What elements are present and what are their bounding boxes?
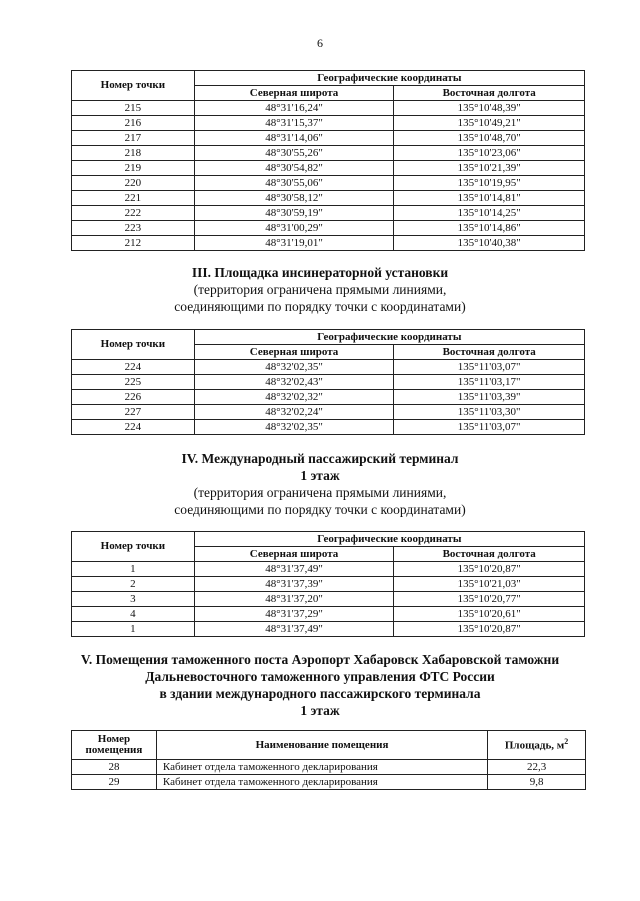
section-3-title: III. Площадка инсинераторной установки xyxy=(191,265,449,280)
section-4-title: IV. Международный пассажирский терминал xyxy=(181,451,459,466)
lon-cell: 135°10'23,06" xyxy=(394,146,585,161)
table-row xyxy=(72,405,585,420)
area-header-sup: 2 xyxy=(564,737,569,747)
table-row xyxy=(72,146,585,161)
table-row xyxy=(72,176,585,191)
point-cell: 226 xyxy=(72,390,195,405)
lat-cell: 48°31'16,24" xyxy=(194,101,394,116)
lat-cell: 48°30'55,06" xyxy=(194,176,394,191)
col-header-room-name: Наименование помещения xyxy=(156,731,487,760)
lat-cell: 48°32'02,43" xyxy=(194,375,394,390)
point-cell: 227 xyxy=(72,405,195,420)
section-3-line1: (территория ограничена прямыми линиями, xyxy=(193,282,447,297)
table-row xyxy=(72,420,585,435)
table-row xyxy=(72,562,585,577)
room-name-cell: Кабинет отдела таможенного декларирования xyxy=(156,775,487,790)
table-row xyxy=(72,116,585,131)
lat-cell: 48°32'02,24" xyxy=(194,405,394,420)
lon-cell: 135°10'14,81" xyxy=(394,191,585,206)
col-header-lat: Северная широта xyxy=(194,547,394,562)
section-4-line1: (территория ограничена прямыми линиями, xyxy=(193,485,447,500)
page-number: 6 xyxy=(317,36,323,50)
point-cell: 224 xyxy=(72,420,195,435)
coordinates-table-3 xyxy=(71,531,585,637)
table-row xyxy=(72,592,585,607)
point-cell: 215 xyxy=(72,101,195,116)
room-area-cell: 9,8 xyxy=(488,775,586,790)
lat-cell: 48°31'37,29" xyxy=(194,607,394,622)
section-4-floor: 1 этаж xyxy=(300,468,340,483)
table-row xyxy=(72,760,586,775)
section-4-line2: соединяющими по порядку точки с координатами) xyxy=(174,502,466,517)
col-header-geo: Географические координаты xyxy=(194,330,584,345)
point-cell: 223 xyxy=(72,221,195,236)
col-header-point: Номер точки xyxy=(72,71,195,101)
col-header-point: Номер точки xyxy=(72,330,195,360)
lat-cell: 48°32'02,32" xyxy=(194,390,394,405)
table-row xyxy=(72,775,586,790)
table-row xyxy=(72,161,585,176)
section-3-heading xyxy=(0,264,640,315)
point-cell: 220 xyxy=(72,176,195,191)
table-row xyxy=(72,607,585,622)
point-cell: 222 xyxy=(72,206,195,221)
col-header-geo: Географические координаты xyxy=(194,71,584,86)
col-header-room-number xyxy=(72,731,157,760)
point-cell: 217 xyxy=(72,131,195,146)
lat-cell: 48°30'54,82" xyxy=(194,161,394,176)
section-5-floor: 1 этаж xyxy=(300,703,340,718)
col-header-geo: Географические координаты xyxy=(194,532,584,547)
lat-cell: 48°31'00,29" xyxy=(194,221,394,236)
lat-cell: 48°31'37,20" xyxy=(194,592,394,607)
table-row xyxy=(72,131,585,146)
lon-cell: 135°10'20,87" xyxy=(394,562,585,577)
lon-cell: 135°11'03,39" xyxy=(394,390,585,405)
col-header-lon: Восточная долгота xyxy=(394,345,585,360)
point-cell: 224 xyxy=(72,360,195,375)
room-area-cell: 22,3 xyxy=(488,760,586,775)
section-5-line1: V. Помещения таможенного поста Аэропорт Хабаровск Хабаровской таможни xyxy=(80,652,560,667)
table-row xyxy=(72,236,585,251)
col-header-area xyxy=(488,731,586,760)
table-row xyxy=(72,390,585,405)
point-cell: 1 xyxy=(72,622,195,637)
section-3-line2: соединяющими по порядку точки с координатами) xyxy=(174,299,466,314)
room-number-header-line1: Номер xyxy=(97,733,131,745)
col-header-lon: Восточная долгота xyxy=(394,547,585,562)
room-number-cell: 28 xyxy=(72,760,157,775)
table-row xyxy=(72,221,585,236)
area-header-label: Площадь, м xyxy=(504,739,565,752)
point-cell: 3 xyxy=(72,592,195,607)
col-header-point: Номер точки xyxy=(72,532,195,562)
lat-cell: 48°31'37,39" xyxy=(194,577,394,592)
lon-cell: 135°10'40,38" xyxy=(394,236,585,251)
lon-cell: 135°11'03,07" xyxy=(394,420,585,435)
lon-cell: 135°10'20,61" xyxy=(394,607,585,622)
lat-cell: 48°30'55,26" xyxy=(194,146,394,161)
rooms-table xyxy=(71,730,586,790)
point-cell: 225 xyxy=(72,375,195,390)
lon-cell: 135°10'20,87" xyxy=(394,622,585,637)
col-header-lat: Северная широта xyxy=(194,86,394,101)
lat-cell: 48°31'37,49" xyxy=(194,562,394,577)
table-row xyxy=(72,206,585,221)
lat-cell: 48°31'19,01" xyxy=(194,236,394,251)
lon-cell: 135°10'48,70" xyxy=(394,131,585,146)
lat-cell: 48°32'02,35" xyxy=(194,420,394,435)
col-header-lat: Северная широта xyxy=(194,345,394,360)
table-row xyxy=(72,191,585,206)
room-number-header-line2: помещения xyxy=(85,744,143,756)
lat-cell: 48°31'14,06" xyxy=(194,131,394,146)
lon-cell: 135°10'20,77" xyxy=(394,592,585,607)
section-5-line3: в здании международного пассажирского терминала xyxy=(159,686,481,701)
section-5-line2: Дальневосточного таможенного управления ФТС России xyxy=(145,669,495,684)
room-number-cell: 29 xyxy=(72,775,157,790)
lon-cell: 135°10'21,39" xyxy=(394,161,585,176)
lon-cell: 135°10'49,21" xyxy=(394,116,585,131)
lat-cell: 48°32'02,35" xyxy=(194,360,394,375)
lat-cell: 48°31'37,49" xyxy=(194,622,394,637)
lat-cell: 48°30'58,12" xyxy=(194,191,394,206)
coordinates-table-1 xyxy=(71,70,585,251)
coordinates-table-2 xyxy=(71,329,585,435)
room-name-cell: Кабинет отдела таможенного декларирования xyxy=(156,760,487,775)
lon-cell: 135°11'03,07" xyxy=(394,360,585,375)
point-cell: 216 xyxy=(72,116,195,131)
lon-cell: 135°11'03,30" xyxy=(394,405,585,420)
table-row xyxy=(72,622,585,637)
section-4-heading xyxy=(0,450,640,518)
lon-cell: 135°10'48,39" xyxy=(394,101,585,116)
section-5-heading xyxy=(0,651,640,719)
point-cell: 4 xyxy=(72,607,195,622)
point-cell: 1 xyxy=(72,562,195,577)
col-header-lon: Восточная долгота xyxy=(394,86,585,101)
point-cell: 2 xyxy=(72,577,195,592)
lon-cell: 135°10'19,95" xyxy=(394,176,585,191)
lat-cell: 48°31'15,37" xyxy=(194,116,394,131)
lat-cell: 48°30'59,19" xyxy=(194,206,394,221)
table-row xyxy=(72,375,585,390)
point-cell: 212 xyxy=(72,236,195,251)
table-row xyxy=(72,360,585,375)
table-row xyxy=(72,577,585,592)
table-row xyxy=(72,101,585,116)
point-cell: 221 xyxy=(72,191,195,206)
lon-cell: 135°10'14,25" xyxy=(394,206,585,221)
point-cell: 219 xyxy=(72,161,195,176)
lon-cell: 135°10'14,86" xyxy=(394,221,585,236)
lon-cell: 135°10'21,03" xyxy=(394,577,585,592)
point-cell: 218 xyxy=(72,146,195,161)
lon-cell: 135°11'03,17" xyxy=(394,375,585,390)
